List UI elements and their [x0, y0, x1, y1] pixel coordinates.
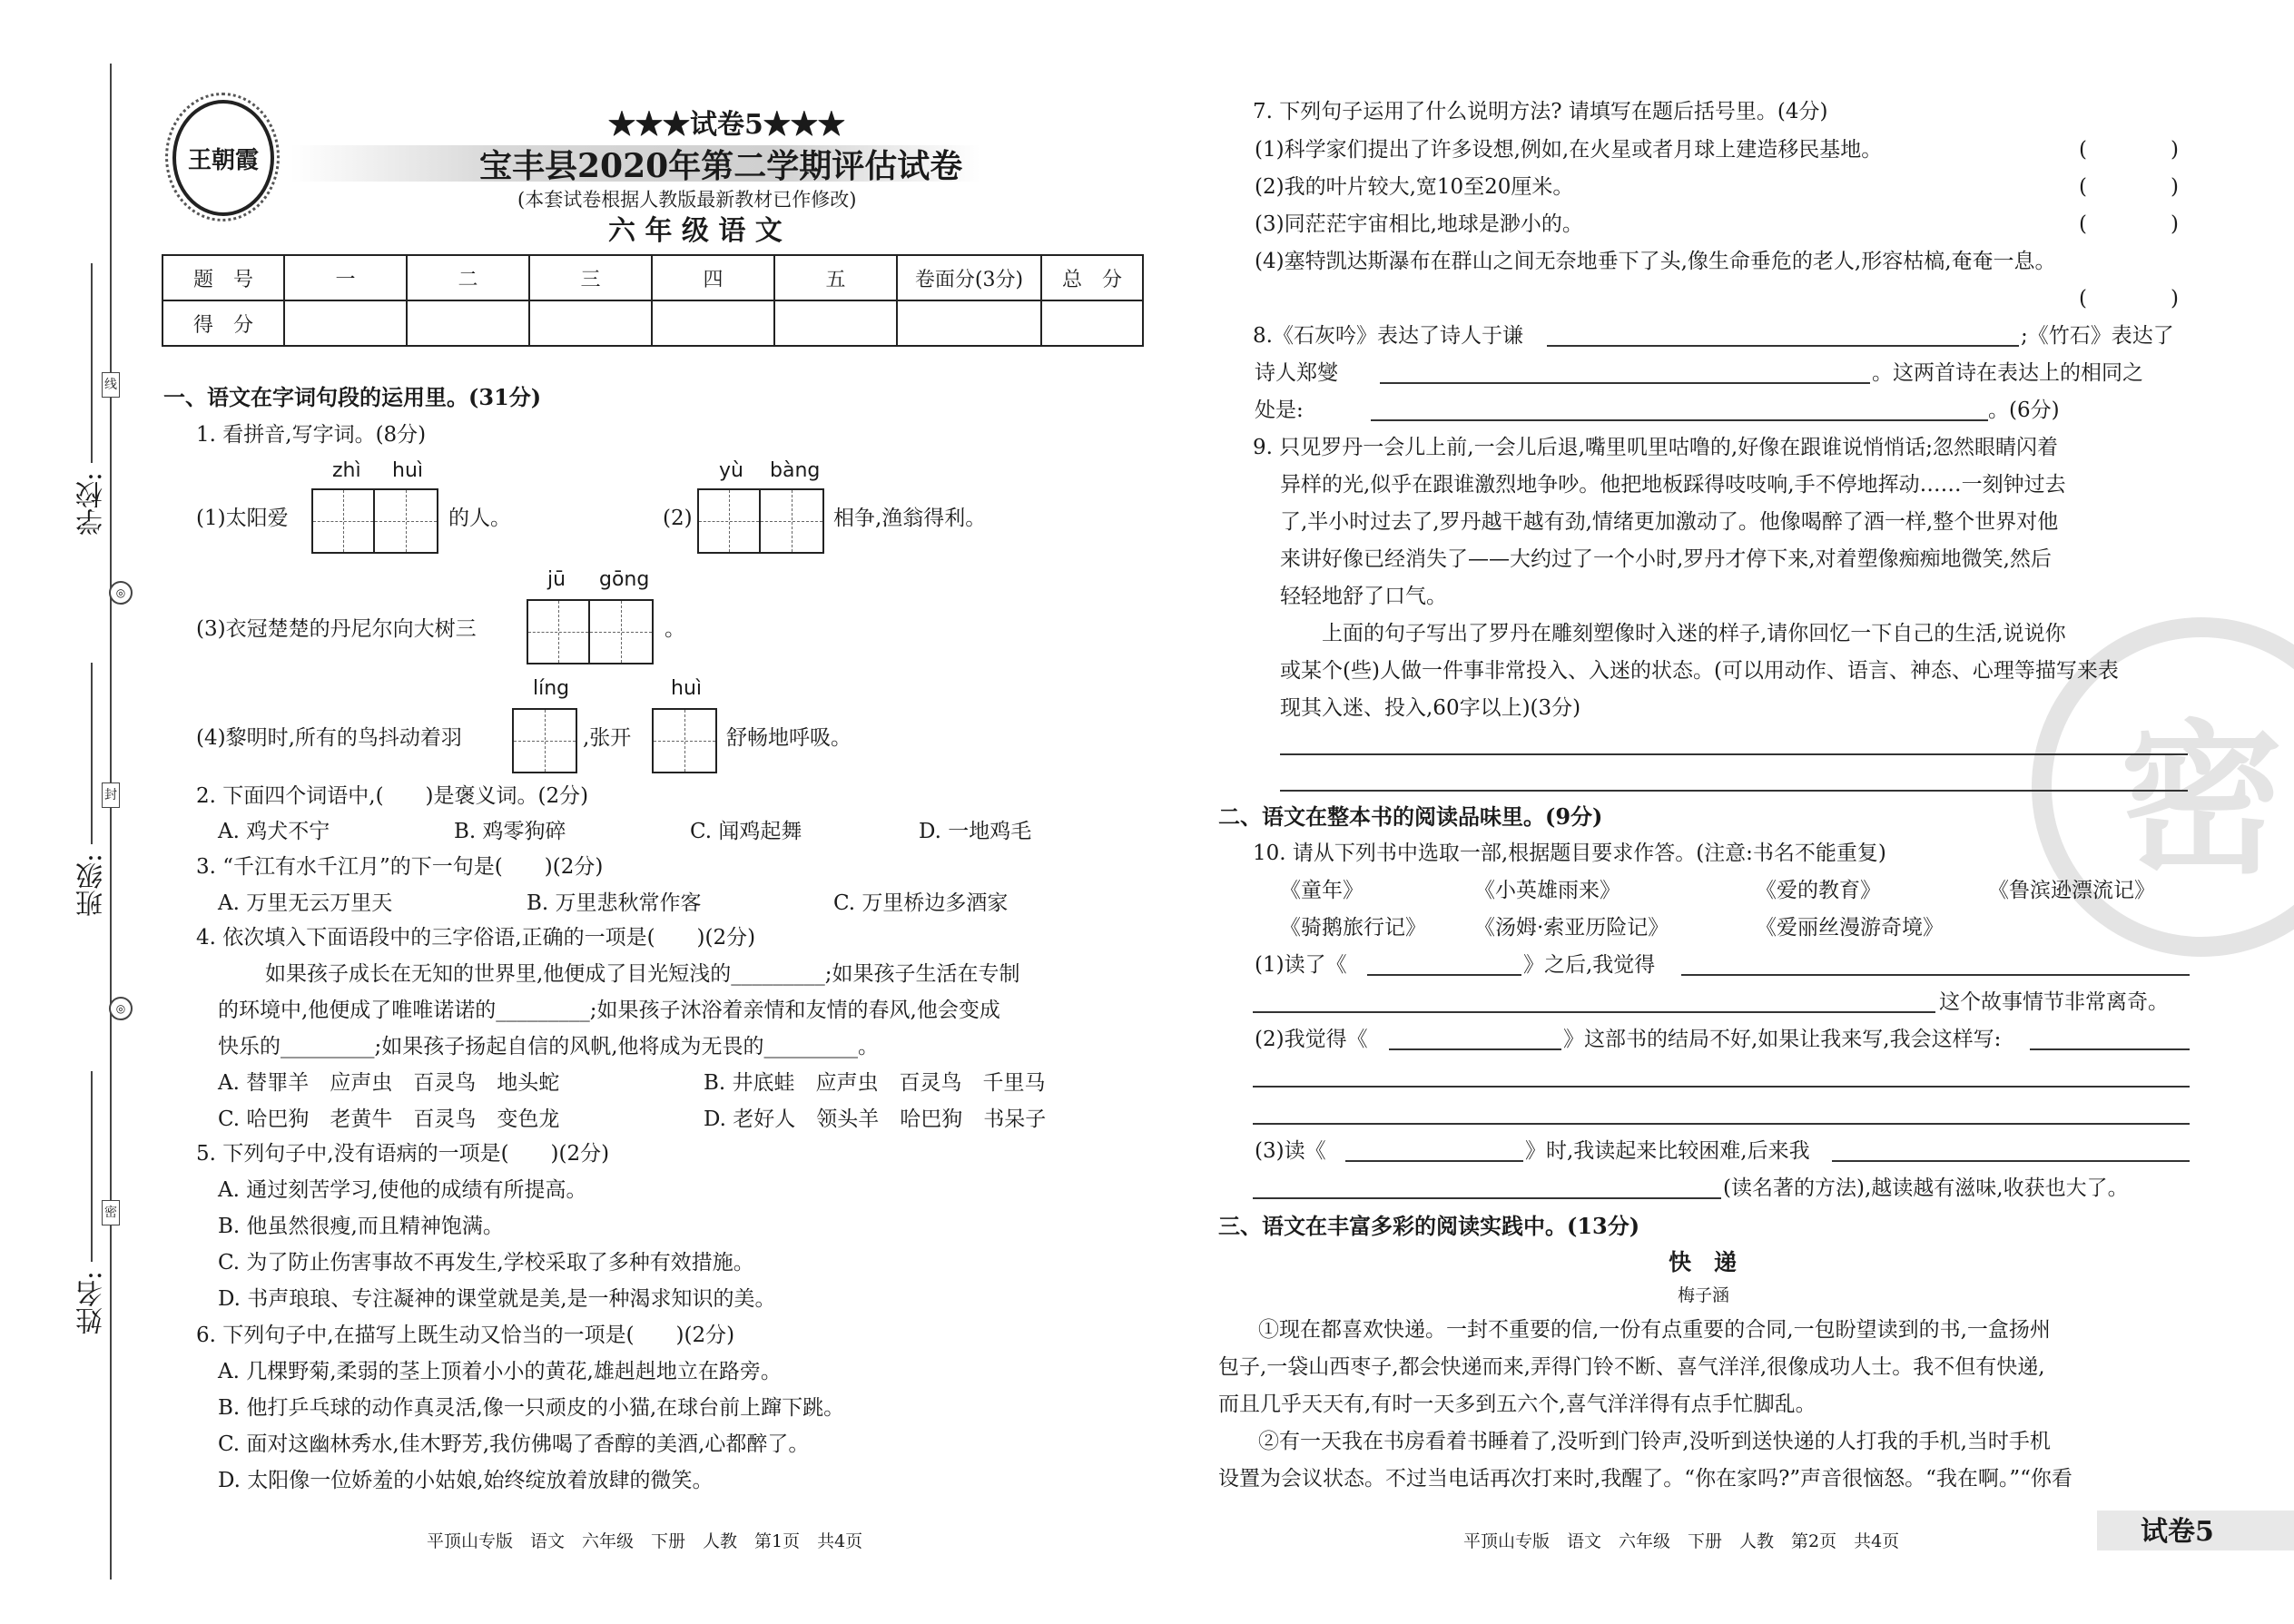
- confidential-seal-icon: 密: [2032, 617, 2294, 957]
- score-cell[interactable]: [652, 300, 774, 346]
- q1-3-text-end: 。: [665, 617, 685, 641]
- answer-paren[interactable]: ( ): [2079, 287, 2179, 310]
- q4-option[interactable]: B. 井底蛙 应声虫 百灵鸟 千里马: [704, 1071, 1046, 1095]
- score-header-row: 题 号 一 二 三 四 五 卷面分(3分) 总 分: [162, 255, 1143, 300]
- q5-option[interactable]: B. 他虽然很瘦,而且精神饱满。: [218, 1215, 504, 1238]
- binding-hole-icon: ◎: [109, 581, 133, 605]
- answer-line[interactable]: [1832, 1160, 2190, 1162]
- answer-line[interactable]: [1345, 1160, 1523, 1162]
- answer-paren[interactable]: ( ): [2079, 138, 2179, 162]
- q10-2-text: (2)我觉得《: [1255, 1028, 1368, 1051]
- q6-option[interactable]: D. 太阳像一位娇羞的小姑娘,始终绽放着放肆的微笑。: [218, 1469, 714, 1492]
- q10-1-text: 》之后,我觉得: [1523, 953, 1656, 977]
- q4-option[interactable]: D. 老好人 领头羊 哈巴狗 书呆子: [704, 1107, 1047, 1131]
- q9-passage: 异样的光,似乎在跟谁激烈地争吵。他把地板踩得吱吱响,手不停地挥动……一刻钟过去: [1280, 473, 2066, 497]
- q8-text: 8.《石灰吟》表达了诗人于谦: [1253, 324, 1523, 348]
- q3-option[interactable]: B. 万里悲秋常作客: [527, 891, 702, 915]
- q10-1-text: (1)读了《: [1255, 953, 1347, 977]
- answer-line[interactable]: [1253, 1123, 2190, 1125]
- q9-passage: 来讲好像已经消失了——大约过了一个小时,罗丹才停下来,对着塑像痴痴地微笑,然后: [1280, 547, 2052, 571]
- q5-option[interactable]: A. 通过刻苦学习,使他的成绩有所提高。: [218, 1178, 587, 1202]
- exam-title: 宝丰县2020年第二学期评估试卷: [479, 147, 963, 185]
- publisher-logo: 王朝霞: [172, 100, 274, 216]
- story-paragraph: 而且几乎天天有,有时一天多到五六个,喜气洋洋得有点手忙脚乱。: [1218, 1393, 1816, 1416]
- score-cell[interactable]: [1041, 300, 1143, 346]
- name-fill-line: [91, 1071, 93, 1262]
- pinyin: huì: [392, 459, 423, 482]
- tianzige-q1-4a[interactable]: [512, 708, 577, 773]
- pinyin: gōng: [599, 568, 650, 591]
- answer-line[interactable]: [1280, 753, 2188, 755]
- q4-option[interactable]: A. 替罪羊 应声虫 百灵鸟 地头蛇: [218, 1071, 560, 1095]
- section-2-heading: 二、语文在整本书的阅读品味里。(9分): [1218, 803, 1603, 830]
- q2-option[interactable]: C. 闻鸡起舞: [690, 820, 802, 843]
- answer-paren[interactable]: ( ): [2079, 212, 2179, 236]
- binding-hole-icon: ◎: [109, 997, 133, 1020]
- q7-item: (2)我的叶片较大,宽10至20厘米。: [1255, 175, 1574, 199]
- page-footer-right: 平顶山专版 语文 六年级 下册 人教 第2页 共4页: [1463, 1531, 1900, 1551]
- q1-4-text: (4)黎明时,所有的鸟抖动着羽: [196, 726, 462, 750]
- q6-option[interactable]: A. 几棵野菊,柔弱的茎上顶着小小的黄花,雄赳赳地立在路旁。: [218, 1360, 782, 1383]
- score-value-row: 得 分: [162, 300, 1143, 346]
- seal-box-line: 线: [102, 372, 120, 398]
- exam-grade: 六 年 级 语 文: [608, 215, 783, 247]
- q1-4-text-end: 舒畅地呼吸。: [726, 726, 852, 750]
- book-title: 《汤姆·索亚历险记》: [1474, 916, 1669, 940]
- score-cell[interactable]: [284, 300, 407, 346]
- book-title: 《爱的教育》: [1756, 879, 1881, 902]
- q1-3-text: (3)衣冠楚楚的丹尼尔向大树三: [196, 617, 477, 641]
- page-footer-left: 平顶山专版 语文 六年级 下册 人教 第1页 共4页: [427, 1531, 863, 1551]
- q4-prompt: 4. 依次填入下面语段中的三字俗语,正确的一项是( )(2分): [196, 926, 756, 950]
- q9-question: 现其入迷、投入,60字以上)(3分): [1280, 696, 1581, 720]
- q2-prompt: 2. 下面四个词语中,( )是褒义词。(2分): [196, 784, 589, 808]
- school-fill-line: [91, 263, 93, 463]
- story-title: 快 递: [1669, 1249, 1738, 1275]
- book-title: 《童年》: [1280, 879, 1364, 902]
- q8-text: 处是:: [1255, 399, 1304, 422]
- q7-item: (4)塞特凯达斯瀑布在群山之间无奈地垂下了头,像生命垂危的老人,形容枯槁,奄奄一息。: [1255, 250, 2056, 273]
- q1-2-text: (2): [663, 507, 693, 530]
- score-cell[interactable]: [529, 300, 652, 346]
- q10-3-text: (读名著的方法),越读越有滋味,收获也大了。: [1723, 1176, 2129, 1200]
- answer-line[interactable]: [1371, 419, 1988, 421]
- score-cell[interactable]: [897, 300, 1041, 346]
- pinyin: jū: [547, 568, 566, 591]
- q4-passage: 的环境中,他便成了唯唯诺诺的_________;如果孩子沐浴着亲情和友情的春风,他会变成: [218, 999, 1000, 1022]
- q4-option[interactable]: C. 哈巴狗 老黄牛 百灵鸟 变色龙: [218, 1107, 560, 1131]
- exam-badge: ★★★试卷5★★★: [608, 109, 845, 141]
- corner-badge: 试卷5: [2141, 1516, 2214, 1548]
- q2-option[interactable]: A. 鸡犬不宁: [218, 820, 330, 843]
- q8-text: 。(6分): [1988, 399, 2060, 422]
- answer-line[interactable]: [1389, 1048, 1561, 1050]
- q4-passage: 快乐的_________;如果孩子扬起自信的风帆,他将成为无畏的_________。: [218, 1035, 880, 1058]
- pinyin: huì: [671, 677, 702, 700]
- q1-2-text-end: 相争,渔翁得利。: [833, 507, 987, 530]
- q9-passage: 轻轻地舒了口气。: [1280, 585, 1447, 608]
- book-title: 《小英雄雨来》: [1474, 879, 1620, 902]
- story-paragraph: ②有一天我在书房看着书睡着了,没听到门铃声,没听到送快递的人打我的手机,当时手机: [1258, 1430, 2051, 1453]
- q10-1-text: 这个故事情节非常离奇。: [1939, 990, 2169, 1014]
- q7-item: (1)科学家们提出了许多设想,例如,在火星或者月球上建造移民基地。: [1255, 138, 1883, 162]
- q1-4-text-mid: ,张开: [583, 726, 632, 750]
- q2-option[interactable]: B. 鸡零狗碎: [454, 820, 566, 843]
- q9-question: 或某个(些)人做一件事非常投入、入迷的状态。(可以用动作、语言、神态、心理等描写来表: [1280, 659, 2119, 683]
- answer-line[interactable]: [1253, 1086, 2190, 1088]
- score-table: [162, 254, 1144, 347]
- seal-box-seal: 封: [102, 782, 120, 808]
- answer-line[interactable]: [1681, 974, 2190, 976]
- q4-passage: 如果孩子成长在无知的世界里,他便成了目光短浅的_________;如果孩子生活在专制: [265, 962, 1020, 986]
- q7-prompt: 7. 下列句子运用了什么说明方法? 请填写在题后括号里。(4分): [1253, 100, 1828, 123]
- book-title: 《爱丽丝漫游奇境》: [1756, 916, 1944, 940]
- answer-line[interactable]: [2030, 1048, 2190, 1050]
- answer-line[interactable]: [1253, 1197, 1721, 1199]
- q9-passage: 9. 只见罗丹一会儿上前,一会儿后退,嘴里叽里咕噜的,好像在跟谁说悄悄话;忽然眼睛闪着: [1253, 436, 2058, 459]
- answer-paren[interactable]: ( ): [2079, 175, 2179, 199]
- tianzige-q1-1[interactable]: [311, 488, 438, 554]
- pinyin: zhì: [332, 459, 361, 482]
- book-title: 《骑鹅旅行记》: [1280, 916, 1426, 940]
- q9-passage: 了,半小时过去了,罗丹越干越有劲,情绪更加激动了。他像喝醉了酒一样,整个世界对他: [1280, 510, 2059, 534]
- book-title: 《鲁滨逊漂流记》: [1988, 879, 2155, 902]
- pinyin: líng: [533, 677, 570, 700]
- q3-prompt: 3. “千江有水千江月”的下一句是( )(2分): [196, 855, 604, 879]
- q6-prompt: 6. 下列句子中,在描写上既生动又恰当的一项是( )(2分): [196, 1324, 735, 1347]
- q8-text: ;《竹石》表达了: [2021, 324, 2174, 348]
- answer-line[interactable]: [1380, 382, 1870, 384]
- pinyin: yù: [719, 459, 743, 482]
- answer-line[interactable]: [1367, 974, 1521, 976]
- tianzige-q1-4b[interactable]: [652, 708, 717, 773]
- q9-question: 上面的句子写出了罗丹在雕刻塑像时入迷的样子,请你回忆一下自己的生活,说说你: [1322, 622, 2066, 645]
- seal-box-secret: 密: [102, 1200, 120, 1225]
- score-cell[interactable]: [407, 300, 529, 346]
- section-3-heading: 三、语文在丰富多彩的阅读实践中。(13分): [1218, 1213, 1640, 1239]
- q3-option[interactable]: C. 万里桥边多酒家: [833, 891, 1009, 915]
- story-paragraph: 设置为会议状态。不过当电话再次打来时,我醒了。“你在家吗?”声音很恼怒。“我在啊。”“你看: [1218, 1467, 2072, 1491]
- exam-subtitle: (本套试卷根据人教版最新教材已作修改): [517, 189, 857, 211]
- q7-item: (3)同茫茫宇宙相比,地球是渺小的。: [1255, 212, 1583, 236]
- q5-prompt: 5. 下列句子中,没有语病的一项是( )(2分): [196, 1142, 610, 1166]
- answer-line[interactable]: [1253, 1011, 1935, 1013]
- class-fill-line: [91, 663, 93, 844]
- q2-option[interactable]: D. 一地鸡毛: [919, 820, 1032, 843]
- section-1-heading: 一、语文在字词句段的运用里。(31分): [163, 384, 542, 410]
- q6-option[interactable]: B. 他打乒乓球的动作真灵活,像一只顽皮的小猫,在球台前上蹿下跳。: [218, 1396, 845, 1420]
- story-author: 梅子涵: [1678, 1285, 1730, 1305]
- story-paragraph: 包子,一袋山西枣子,都会快递而来,弄得门铃不断、喜气洋洋,很像成功人士。我不但有快递,: [1218, 1355, 2045, 1379]
- q6-option[interactable]: C. 面对这幽林秀水,佳木野芳,我仿佛喝了香醇的美酒,心都醉了。: [218, 1432, 810, 1456]
- q1-prompt: 1. 看拼音,写字词。(8分): [196, 423, 427, 447]
- name-label: 姓名:: [76, 1271, 108, 1335]
- q1-1-text-end: 的人。: [448, 507, 511, 530]
- q10-3-text: (3)读《: [1255, 1139, 1326, 1163]
- class-label: 班级:: [76, 853, 108, 918]
- tianzige-q1-2[interactable]: [697, 488, 824, 554]
- answer-line[interactable]: [1547, 345, 2019, 347]
- q8-text: 。这两首诗在表达上的相同之: [1872, 361, 2143, 385]
- q10-2-text: 》这部书的结局不好,如果让我来写,我会这样写:: [1563, 1028, 2002, 1051]
- q1-1-text: (1)太阳爱: [196, 507, 289, 530]
- score-cell[interactable]: [774, 300, 897, 346]
- story-paragraph: ①现在都喜欢快递。一封不重要的信,一份有点重要的合同,一包盼望读到的书,一盒扬州: [1258, 1318, 2051, 1342]
- q10-prompt: 10. 请从下列书中选取一部,根据题目要求作答。(注意:书名不能重复): [1253, 842, 1886, 865]
- tianzige-q1-3[interactable]: [527, 599, 654, 664]
- q5-option[interactable]: C. 为了防止伤害事故不再发生,学校采取了多种有效措施。: [218, 1251, 754, 1275]
- pinyin: bàng: [770, 459, 821, 482]
- answer-line[interactable]: [1280, 790, 2188, 792]
- school-label: 学校:: [76, 472, 108, 536]
- binding-line: [110, 64, 112, 1580]
- q10-3-text: 》时,我读起来比较困难,后来我: [1525, 1139, 1810, 1163]
- q3-option[interactable]: A. 万里无云万里天: [218, 891, 393, 915]
- q8-text: 诗人郑燮: [1255, 361, 1338, 385]
- q5-option[interactable]: D. 书声琅琅、专注凝神的课堂就是美,是一种渴求知识的美。: [218, 1287, 776, 1311]
